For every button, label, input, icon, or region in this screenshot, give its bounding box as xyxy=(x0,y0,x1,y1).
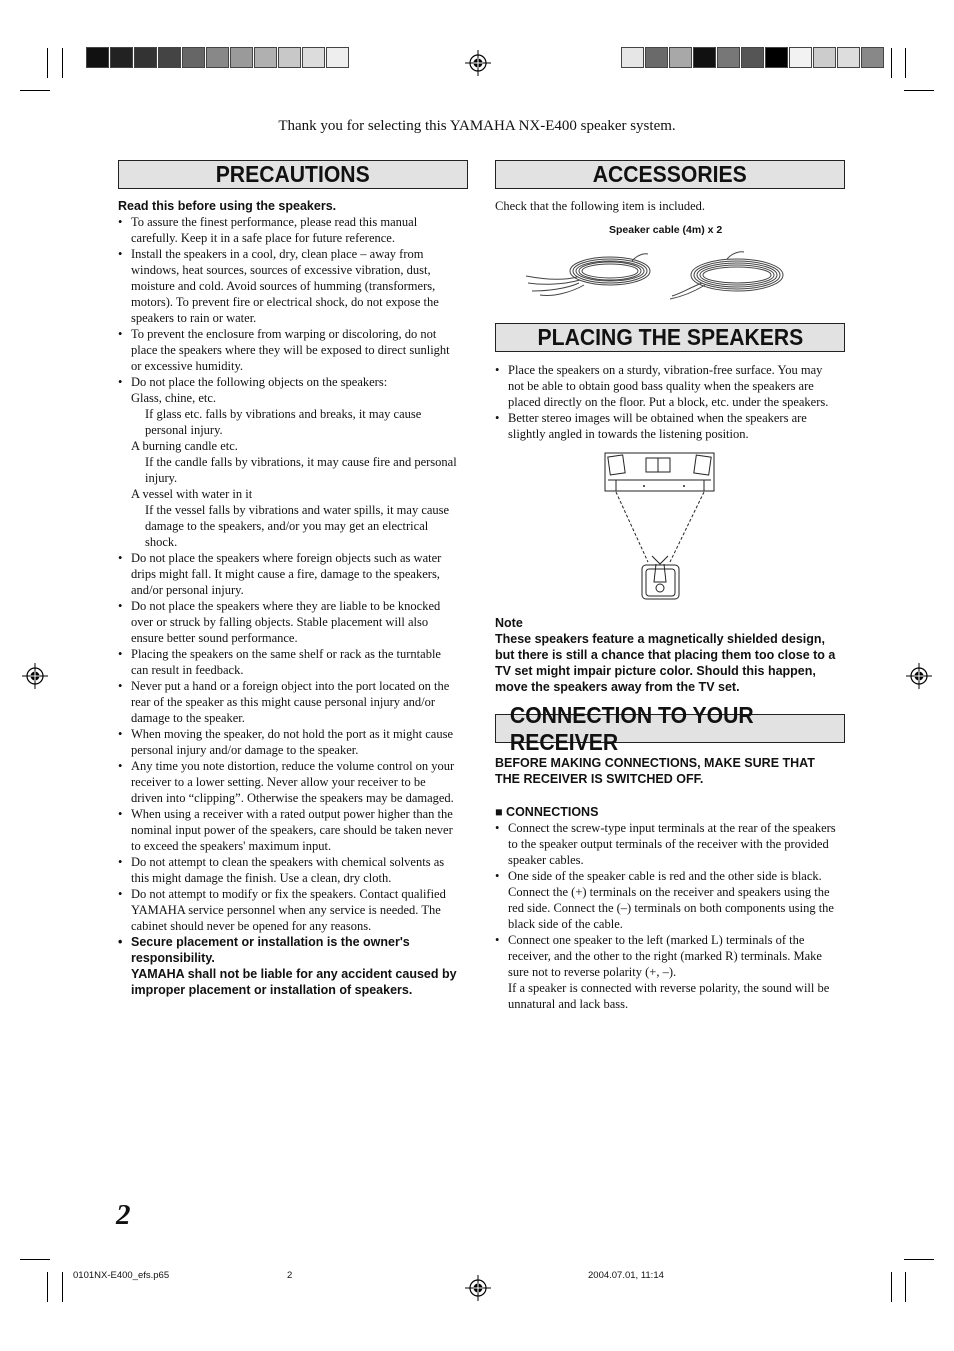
text-line: • Secure placement or installation is the owner's xyxy=(131,935,410,949)
text-line: TV set might impair picture color. Should this happen, xyxy=(495,664,816,678)
text-line: receiver to a lower setting. Never allow your receiver to be xyxy=(131,775,426,789)
text-line: If glass etc. falls by vibrations and breaks, it may cause xyxy=(145,407,422,421)
text-line: motors). To prevent fire or electrical shock, do not expose the xyxy=(131,295,439,309)
text-line: responsibility. xyxy=(131,951,215,965)
text-line: to the speaker output terminals of the receiver with the provided xyxy=(508,837,829,851)
text-line: and/or personal injury. xyxy=(131,583,244,597)
text-line: windows, heat sources, sources of excessive vibration, dust, xyxy=(131,263,431,277)
object-name: Glass, chine, etc. xyxy=(131,391,217,405)
text-line: • One side of the speaker cable is red and the other side is black. xyxy=(508,869,822,883)
registration-mark-top-icon xyxy=(465,50,491,76)
text-line: nominal input power of the speakers, care should be taken never xyxy=(131,823,453,837)
color-swatch xyxy=(254,47,277,68)
page-number: 2 xyxy=(116,1199,131,1231)
text-line: • To assure the finest performance, please read this manual xyxy=(131,215,418,229)
color-swatch xyxy=(861,47,884,68)
text-line: • Do not place the speakers where foreign objects such as water xyxy=(131,551,442,565)
connections-subtitle: CONNECTIONS xyxy=(506,805,599,819)
list-item xyxy=(118,854,473,886)
square-bullet-icon: ■ xyxy=(495,805,503,819)
list-item xyxy=(495,932,855,1012)
object-detail xyxy=(131,502,473,550)
note-block xyxy=(495,615,855,695)
color-swatch xyxy=(789,47,812,68)
color-swatch xyxy=(693,47,716,68)
text-line: personal injury and/or damage to the speaker. xyxy=(131,743,359,757)
text-line: sure not to reverse polarity (+, –). xyxy=(508,965,677,979)
text-line: driven into “clipping”. Otherwise the speakers may be damaged. xyxy=(131,791,454,805)
precautions-objects-list xyxy=(118,374,473,550)
connection-warning xyxy=(495,755,855,787)
text-line: • Do not attempt to clean the speakers with chemical solvents as xyxy=(131,855,445,869)
color-swatch xyxy=(302,47,325,68)
connection-header xyxy=(495,701,845,755)
text-line: • Any time you note distortion, reduce the volume control on your xyxy=(131,759,455,773)
text-line: this might damage the finish. Use a clean, dry cloth. xyxy=(131,871,392,885)
connections-subheading xyxy=(495,804,855,820)
text-line: to exceed the speakers' maximum input. xyxy=(131,839,332,853)
text-line: receiver, and the other to the right (marked R) terminals. Make xyxy=(508,949,822,963)
color-swatch xyxy=(86,47,109,68)
text-line: speaker cables. xyxy=(508,853,584,867)
color-bar-right xyxy=(621,47,885,68)
text-line: place the speakers where they will be exposed to direct sunlight xyxy=(131,343,450,357)
list-item xyxy=(495,362,850,410)
color-swatch xyxy=(158,47,181,68)
list-item xyxy=(118,598,473,646)
objects-intro: • Do not place the following objects on the speakers: xyxy=(131,375,388,389)
text-line: • Connect the screw-type input terminals at the rear of the speakers xyxy=(508,821,836,835)
text-line: THE RECEIVER IS SWITCHED OFF. xyxy=(495,772,704,786)
text-line: • Do not attempt to modify or fix the speakers. Contact qualified xyxy=(131,887,446,901)
text-line: damage to the speakers, and/or you may get an electrical xyxy=(145,519,429,533)
text-line: BEFORE MAKING CONNECTIONS, MAKE SURE THAT xyxy=(495,756,815,770)
precautions-list-2 xyxy=(118,550,473,934)
registration-mark-right-icon xyxy=(906,663,932,689)
registration-mark-bottom-icon xyxy=(465,1275,491,1301)
color-swatch xyxy=(813,47,836,68)
precautions-final-list xyxy=(118,934,473,998)
final-box xyxy=(131,934,473,998)
list-item xyxy=(118,806,473,854)
color-swatch xyxy=(182,47,205,68)
list-item xyxy=(118,758,473,806)
accessories-header xyxy=(495,160,845,189)
list-item xyxy=(118,550,473,598)
accessories-item-label: Speaker cable (4m) x 2 xyxy=(609,224,723,236)
footer-file: 0101NX-E400_efs.p65 xyxy=(73,1270,170,1281)
accessories-check: Check that the following item is included. xyxy=(495,199,706,213)
footer-date: 2004.07.01, 11:14 xyxy=(588,1270,664,1281)
text-line: These speakers feature a magnetically shielded design, xyxy=(495,632,825,646)
text-line: personal injury. xyxy=(145,423,223,437)
list-item xyxy=(118,646,473,678)
text-line: ensure better sound performance. xyxy=(131,631,298,645)
text-line: moisture and cold. Avoid sources of humming (transformers, xyxy=(131,279,436,293)
text-line: damage to the speaker. xyxy=(131,711,245,725)
text-line: improper placement or installation of speakers. xyxy=(131,983,413,997)
color-swatch xyxy=(669,47,692,68)
connection-list xyxy=(495,820,855,1012)
text-line: slightly angled in towards the listening position. xyxy=(508,427,749,441)
note-title: Note xyxy=(495,616,523,630)
note-text xyxy=(495,631,855,695)
object-detail xyxy=(131,454,473,486)
precautions-title: PRECAUTIONS xyxy=(215,161,371,187)
object-name: A vessel with water in it xyxy=(131,487,253,501)
precautions-header xyxy=(118,160,468,189)
text-line: • Install the speakers in a cool, dry, clean place – away from xyxy=(131,247,424,261)
text-line: cabinet should never be opened for any reasons. xyxy=(131,919,372,933)
text-line: • Connect one speaker to the left (marked L) terminals of the xyxy=(508,933,805,947)
list-item xyxy=(118,726,473,758)
list-item xyxy=(118,374,473,550)
text-line: speakers to rain or water. xyxy=(131,311,257,325)
color-swatch xyxy=(837,47,860,68)
text-line: • To prevent the enclosure from warping or discoloring, do not xyxy=(131,327,437,341)
text-line: black side of the cable. xyxy=(508,917,623,931)
text-line: YAMAHA service personnel when any service is needed. The xyxy=(131,903,441,917)
color-swatch xyxy=(134,47,157,68)
color-swatch xyxy=(765,47,788,68)
text-line: If a speaker is connected with reverse polarity, the sound will be xyxy=(508,981,830,995)
list-item xyxy=(118,886,473,934)
text-line: or excessive humidity. xyxy=(131,359,244,373)
text-line: • Better stereo images will be obtained when the speakers are xyxy=(508,411,807,425)
connection-title: CONNECTION TO YOUR RECEIVER xyxy=(509,701,754,755)
speaker-cable-illustration-icon xyxy=(522,249,787,301)
text-line: • Do not place the speakers where they are liable to be knocked xyxy=(131,599,441,613)
connection-body xyxy=(495,820,855,1012)
object-detail xyxy=(131,406,473,438)
text-line: rear of the speaker as this might cause personal injury and/or xyxy=(131,695,436,709)
list-item xyxy=(118,678,473,726)
text-line: but there is still a chance that placing them too close to a xyxy=(495,648,836,662)
text-line: • When moving the speaker, do not hold the port as it might cause xyxy=(131,727,453,741)
color-swatch xyxy=(621,47,644,68)
text-line: If the vessel falls by vibrations and water spills, it may cause xyxy=(145,503,450,517)
precautions-list xyxy=(118,214,473,374)
text-line: unnatural and lack bass. xyxy=(508,997,629,1011)
placing-body xyxy=(495,362,850,442)
placing-header xyxy=(495,323,845,352)
text-line: over or struck by falling objects. Stable placement will also xyxy=(131,615,429,629)
list-item xyxy=(495,868,855,932)
text-line: • Never put a hand or a foreign object into the port located on the xyxy=(131,679,450,693)
text-line: red side. Connect the (–) terminals on both components using the xyxy=(508,901,834,915)
text-line: placed directly on the floor. Put a block, etc. under the speakers. xyxy=(508,395,829,409)
footer-page: 2 xyxy=(287,1270,293,1281)
object-name: A burning candle etc. xyxy=(131,439,238,453)
color-bar-left xyxy=(86,47,350,68)
color-swatch xyxy=(645,47,668,68)
text-line: • Place the speakers on a sturdy, vibration-free surface. You may xyxy=(508,363,823,377)
precautions-body xyxy=(118,198,473,998)
speaker-placement-diagram-icon xyxy=(604,452,716,602)
text-line: • When using a receiver with a rated output power higher than the xyxy=(131,807,453,821)
placing-title: PLACING THE SPEAKERS xyxy=(537,324,803,350)
list-item xyxy=(495,410,850,442)
color-swatch xyxy=(230,47,253,68)
objects-box xyxy=(131,390,473,550)
list-item xyxy=(118,214,473,246)
list-item xyxy=(118,246,473,326)
text-line: YAMAHA shall not be liable for any accident caused by xyxy=(131,967,457,981)
color-swatch xyxy=(717,47,740,68)
color-swatch xyxy=(326,47,349,68)
placing-list xyxy=(495,362,850,442)
text-line: move the speakers away from the TV set. xyxy=(495,680,740,694)
list-item xyxy=(118,934,473,998)
text-line: can result in feedback. xyxy=(131,663,244,677)
text-line: • Placing the speakers on the same shelf or rack as the turntable xyxy=(131,647,441,661)
accessories-title: ACCESSORIES xyxy=(592,161,748,187)
intro-text: Thank you for selecting this YAMAHA NX-E400 speaker system. xyxy=(278,118,676,134)
color-swatch xyxy=(741,47,764,68)
list-item xyxy=(118,326,473,374)
list-item xyxy=(495,820,855,868)
color-swatch xyxy=(110,47,133,68)
text-line: drips might fall. It might cause a fire, damage to the speakers, xyxy=(131,567,440,581)
precautions-lead: Read this before using the speakers. xyxy=(118,199,337,213)
text-line: not be able to obtain good bass quality when the speakers are xyxy=(508,379,814,393)
text-line: carefully. Keep it in a safe place for future reference. xyxy=(131,231,395,245)
text-line: If the candle falls by vibrations, it may cause fire and personal xyxy=(145,455,457,469)
text-line: Connect the (+) terminals on the receiver and speakers using the xyxy=(508,885,830,899)
text-line: injury. xyxy=(145,471,178,485)
color-swatch xyxy=(278,47,301,68)
color-swatch xyxy=(206,47,229,68)
registration-mark-left-icon xyxy=(22,663,48,689)
text-line: shock. xyxy=(145,535,178,549)
